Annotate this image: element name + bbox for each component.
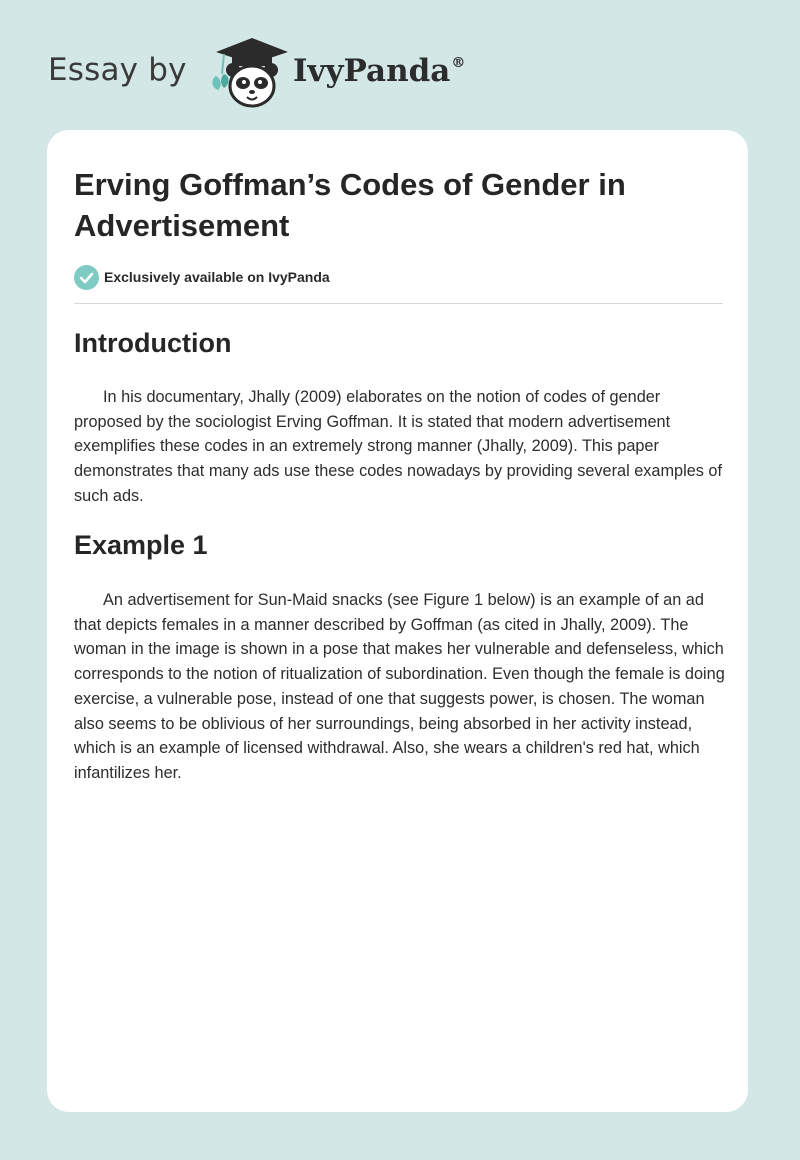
check-circle-icon [74, 265, 99, 290]
essay-title: Erving Goffman’s Codes of Gender in Advertisement [74, 167, 626, 243]
section-heading-introduction: Introduction [74, 328, 232, 358]
panda-graduate-icon[interactable] [202, 36, 294, 110]
brand-name[interactable]: IvyPanda® [293, 53, 466, 89]
essay-card [47, 130, 748, 1112]
brand-prefix: Essay by [48, 52, 187, 88]
badge-text: Exclusively available on IvyPanda [104, 269, 330, 285]
divider [74, 303, 723, 304]
section-paragraph-introduction: In his documentary, Jhally (2009) elaborates on the notion of codes of gender proposed by the sociologist Erving Goffman. It is stated that modern advertisement exemplifies these codes in an extremely strong manner (Jhally, 2009). This paper demonstrates that many ads use these codes nowadays by providing several examples of such ads. [74, 388, 722, 505]
exclusive-badge [74, 264, 330, 290]
section-paragraph-example-1: An advertisement for Sun-Maid snacks (see Figure 1 below) is an example of an ad that depicts females in a manner described by Goffman (as cited in Jhally, 2009). The woman in the image is shown in a pose that makes her vulnerable and defenseless, which corresponds to the notion of ritualization of subordination. Even though the female is doing exercise, a vulnerable pose, instead of one that suggests power, is chosen. The woman also seems to be oblivious of her surroundings, being absorbed in her activity instead, which is an example of licensed withdrawal. Also, she wears a children's red hat, which infantilizes her. [74, 591, 725, 782]
registered-mark: ® [451, 55, 466, 71]
section-heading-example-1: Example 1 [74, 530, 208, 560]
brand-header [48, 36, 468, 110]
